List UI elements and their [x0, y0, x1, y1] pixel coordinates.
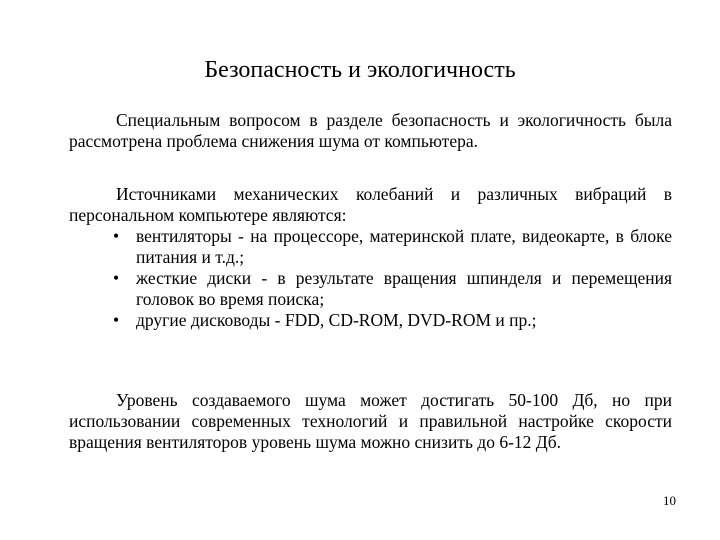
bullet-item-other-drives — [69, 310, 672, 331]
bullet-text: другие дисководы - FDD, CD-ROM, DVD-ROM и пр.; — [136, 310, 537, 330]
bullet-icon: • — [113, 268, 120, 288]
bullet-icon: • — [113, 310, 120, 330]
page-number: 10 — [663, 493, 676, 508]
paragraph-noise-level: Уровень создаваемого шума может достигать 50-100 Дб, но при использовании современных технологий и правильной настройке скорости вращения вентиляторов уровень шума можно снизить до 6-12 Дб. — [69, 390, 672, 452]
slide-title: Безопасность и экологичность — [204, 57, 516, 83]
bullet-list — [69, 226, 672, 331]
bullet-icon: • — [113, 226, 120, 246]
bullet-text: жесткие диски - в результате вращения шпинделя и перемещения головок во время поиска; — [136, 268, 672, 309]
paragraph-intro: Специальным вопросом в разделе безопасность и экологичность была рассмотрена проблема снижения шума от компьютера. — [69, 110, 672, 151]
bullet-text: вентиляторы - на процессоре, материнской плате, видеокарте, в блоке питания и т.д.; — [136, 226, 672, 267]
paragraph-sources: Источниками механических колебаний и различных вибраций в персональном компьютере являются: — [69, 184, 672, 225]
bullet-item-fans — [69, 226, 672, 268]
bullet-item-hard-drives — [69, 268, 672, 310]
